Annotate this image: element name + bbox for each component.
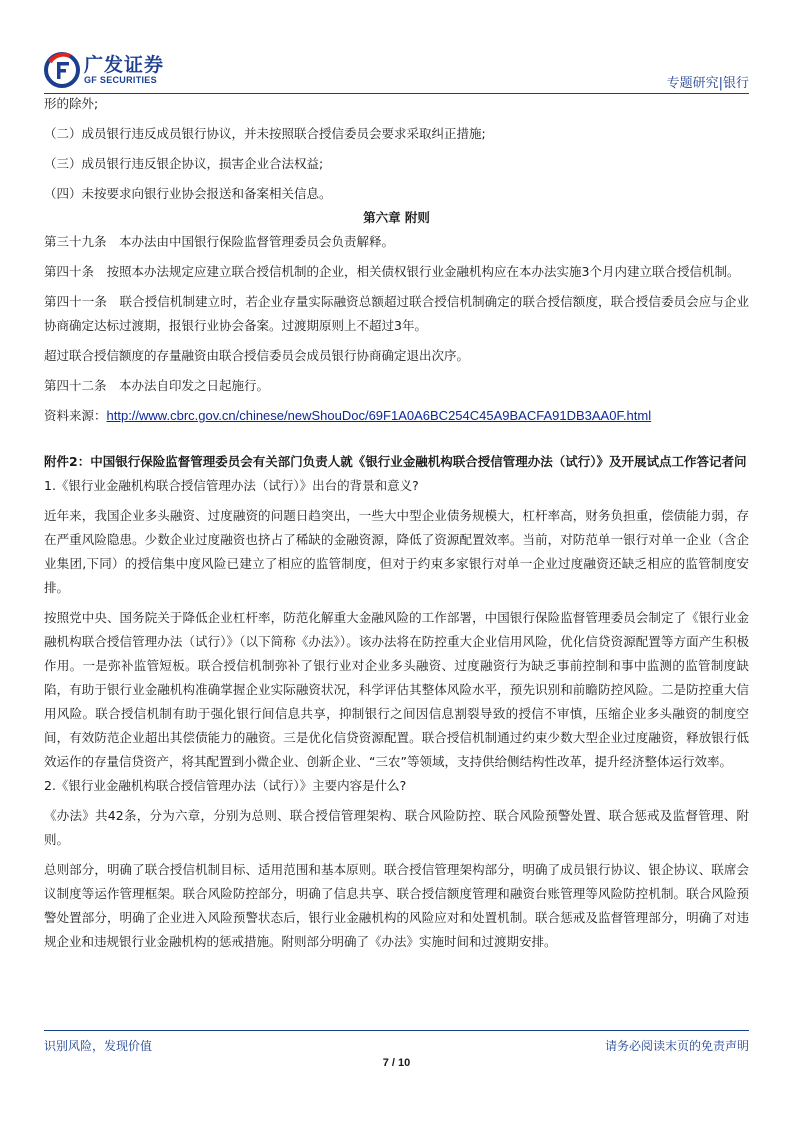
paragraph: （四）未按要求向银行业协会报送和备案相关信息。 [44,186,332,201]
page-number: 7 / 10 [382,1057,411,1069]
source-label: 资料来源： [44,408,107,423]
document-body [44,92,749,954]
answer-2-paragraph-1: 《办法》共42条，分为六章，分别为总则、联合授信管理架构、联合风险防控、联合风险预警处置、联合惩戒及监督管理、附则。 [44,808,749,847]
footer-disclaimer: 请务必阅读末页的免责声明 [604,1039,749,1053]
source-line [44,404,749,428]
paragraph: （三）成员银行违反银企协议，损害企业合法权益; [44,156,324,171]
company-logo [44,52,164,88]
page-header [0,0,793,100]
logo-chinese-name: 广发证券 [84,54,165,76]
report-category: 专题研究|银行 [666,76,749,91]
source-link[interactable]: http://www.cbrc.gov.cn/chinese/newShouDoc/69F1A0A6BC254C45A9BACFA91DB3AA0F.html [106,408,652,423]
footer-divider [44,1030,749,1031]
annex-heading: 附件2：中国银行保险监督管理委员会有关部门负责人就《银行业金融机构联合授信管理办法（试行）》及开展试点工作答记者问 [44,454,747,469]
article-41: 第四十一条 联合授信机制建立时，若企业存量实际融资总额超过联合授信机制确定的联合授信额度，联合授信委员会应与企业协商确定达标过渡期，报银行业协会备案。过渡期原则上不超过3年。 [44,294,749,333]
paragraph: 超过联合授信额度的存量融资由联合授信委员会成员银行协商确定退出次序。 [44,348,470,363]
article-39: 第三十九条 本办法由中国银行保险监督管理委员会负责解释。 [44,234,395,249]
article-42: 第四十二条 本办法自印发之日起施行。 [44,378,270,393]
answer-2-paragraph-2: 总则部分，明确了联合授信机制目标、适用范围和基本原则。联合授信管理架构部分，明确了成员银行协议、银企协议、联席会议制度等运作管理框架。联合风险防控部分，明确了信息共享、联合授信额度管理和融资台账管理等风险防控机制。联合风险预警处置部分，明确了企业进入风险预警状态后，银行业金融机构的风险应对和处置机制。联合惩戒及监督管理部分，明确了对违规企业和违规银行业金融机构的惩戒措施。附则部分明确了《办法》实施时间和过渡期安排。 [44,862,749,949]
article-40: 第四十条 按照本办法规定应建立联合授信机制的企业，相关债权银行业金融机构应在本办法实施3个月内建立联合授信机制。 [44,264,740,279]
logo-english-name: GF SECURITIES [84,75,157,85]
footer-slogan: 识别风险，发现价值 [44,1039,153,1053]
logo-wordmark [84,55,164,85]
question-2: 2.《银行业金融机构联合授信管理办法（试行）》主要内容是什么? [44,778,407,793]
gf-logo-icon [44,52,80,88]
question-1: 1.《银行业金融机构联合授信管理办法（试行）》出台的背景和意义? [44,478,419,493]
chapter-heading: 第六章 附则 [363,210,430,225]
answer-1-paragraph-2: 按照党中央、国务院关于降低企业杠杆率，防范化解重大金融风险的工作部署，中国银行保险监督管理委员会制定了《银行业金融机构联合授信管理办法（试行）》（以下简称《办法》）。该办法将在防控重大企业信用风险，优化信贷资源配置等方面产生积极作用。一是弥补监管短板。联合授信机制弥补了银行业对企业多头融资、过度融资行为缺乏事前控制和事中监测的监管制度缺陷，有助于银行业金融机构准确掌握企业实际融资状况，科学评估其整体风险水平，预先识别和前瞻防控风险。二是防控重大信用风险。联合授信机制有助于强化银行间信息共享，抑制银行之间因信息割裂导致的授信不审慎，压缩企业多头融资的制度空间，有效防范企业超出其偿债能力的融资。三是优化信贷资源配置。联合授信机制通过约束少数大型企业过度融资，释放银行低效运作的存量信贷资产，将其配置到小微企业、创新企业、“三农”等领域，支持供给侧结构性改革，提升经济整体运行效率。 [44,610,749,769]
paragraph: （二）成员银行违反成员银行协议，并未按照联合授信委员会要求采取纠正措施; [44,126,486,141]
paragraph: 形的除外; [44,96,99,111]
answer-1-paragraph-1: 近年来，我国企业多头融资、过度融资的问题日趋突出，一些大中型企业债务规模大，杠杆率高，财务负担重，偿债能力弱，存在严重风险隐患。少数企业过度融资也挤占了稀缺的金融资源，降低了资源配置效率。当前，对防范单一银行对单一企业（含企业集团,下同）的授信集中度风险已建立了相应的监管制度，但对于约束多家银行对单一企业过度融资还缺乏相应的监管制度安排。 [44,508,749,595]
